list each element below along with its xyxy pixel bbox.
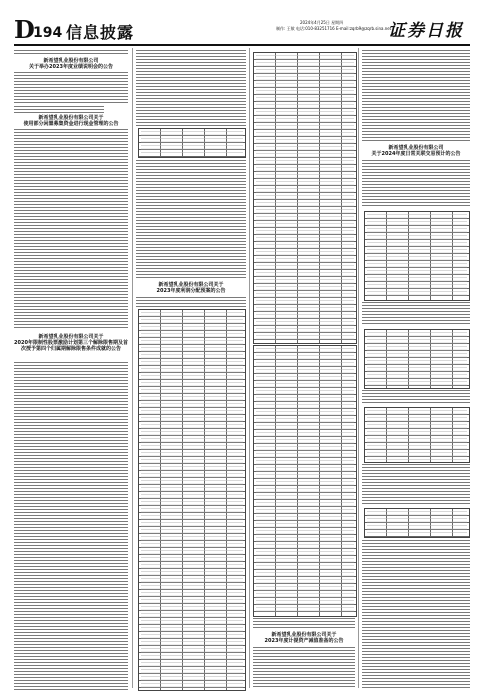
data-table bbox=[364, 407, 470, 463]
heading-title: 2023年度利润分配预案的公告 bbox=[156, 288, 226, 294]
heading-company: 新希望乳业股份有限公司关于 bbox=[271, 632, 337, 638]
article-heading-1 bbox=[14, 58, 128, 70]
text-block bbox=[362, 160, 470, 208]
section-title: 信息披露 bbox=[66, 23, 135, 42]
data-table bbox=[364, 508, 470, 538]
data-table bbox=[138, 128, 246, 158]
text-block bbox=[14, 362, 128, 690]
text-block bbox=[362, 540, 470, 690]
masthead-rule bbox=[14, 44, 470, 46]
text-block bbox=[136, 297, 246, 307]
heading-company: 新希望乳业股份有限公司关于 bbox=[38, 334, 104, 340]
editor-line: 制作: 王敏 电话:010-83251716 E-mail:zqrb9@zqrb.sina.net bbox=[276, 26, 392, 31]
data-table bbox=[364, 211, 470, 301]
article-heading-2 bbox=[14, 115, 128, 127]
heading-title: 使用部分闲置募集资金进行现金管理的公告 bbox=[23, 121, 119, 127]
text-block bbox=[14, 50, 128, 56]
heading-company: 新希望乳业股份有限公司关于 bbox=[38, 115, 104, 121]
article-heading-3 bbox=[136, 282, 246, 294]
article-heading-5 bbox=[362, 145, 470, 157]
text-block bbox=[362, 302, 470, 326]
text-block bbox=[14, 72, 128, 104]
heading-title: 2020年限制性股票激励计划第三个解除限售期及首次授予第四个归属期解除限售条件成就的公告 bbox=[14, 340, 128, 352]
heading-title: 2023年度计提资产减值准备的公告 bbox=[264, 638, 344, 644]
text-block bbox=[362, 390, 470, 404]
column-divider bbox=[358, 48, 359, 688]
text-block bbox=[362, 50, 470, 142]
column-divider bbox=[132, 48, 133, 688]
column-divider bbox=[249, 48, 250, 688]
brand-logo: 证券日报 bbox=[388, 21, 464, 41]
text-block bbox=[14, 129, 128, 329]
heading-company: 新希望乳业股份有限公司 bbox=[43, 58, 99, 64]
date-line: 2024年4月25日 星期四 bbox=[300, 20, 344, 25]
data-table bbox=[138, 309, 246, 691]
heading-company: 新希望乳业股份有限公司 bbox=[388, 145, 444, 151]
text-block bbox=[253, 618, 355, 628]
text-block bbox=[136, 50, 246, 126]
data-table bbox=[364, 329, 470, 389]
heading-title: 关于2024年度日常关联交易预计的公告 bbox=[371, 151, 461, 157]
page-number: 194 bbox=[33, 25, 63, 41]
article-heading-4 bbox=[14, 334, 128, 352]
article-heading-6 bbox=[253, 632, 355, 644]
masthead bbox=[0, 0, 484, 44]
data-table bbox=[253, 52, 357, 344]
heading-title: 关于举办2023年度业绩说明会的公告 bbox=[29, 64, 113, 70]
text-block bbox=[14, 106, 104, 114]
heading-company: 新希望乳业股份有限公司关于 bbox=[158, 282, 224, 288]
data-table bbox=[253, 345, 357, 617]
text-block bbox=[136, 160, 246, 280]
text-block bbox=[253, 647, 355, 689]
text-block bbox=[362, 464, 470, 504]
page-letter: D bbox=[14, 15, 35, 44]
